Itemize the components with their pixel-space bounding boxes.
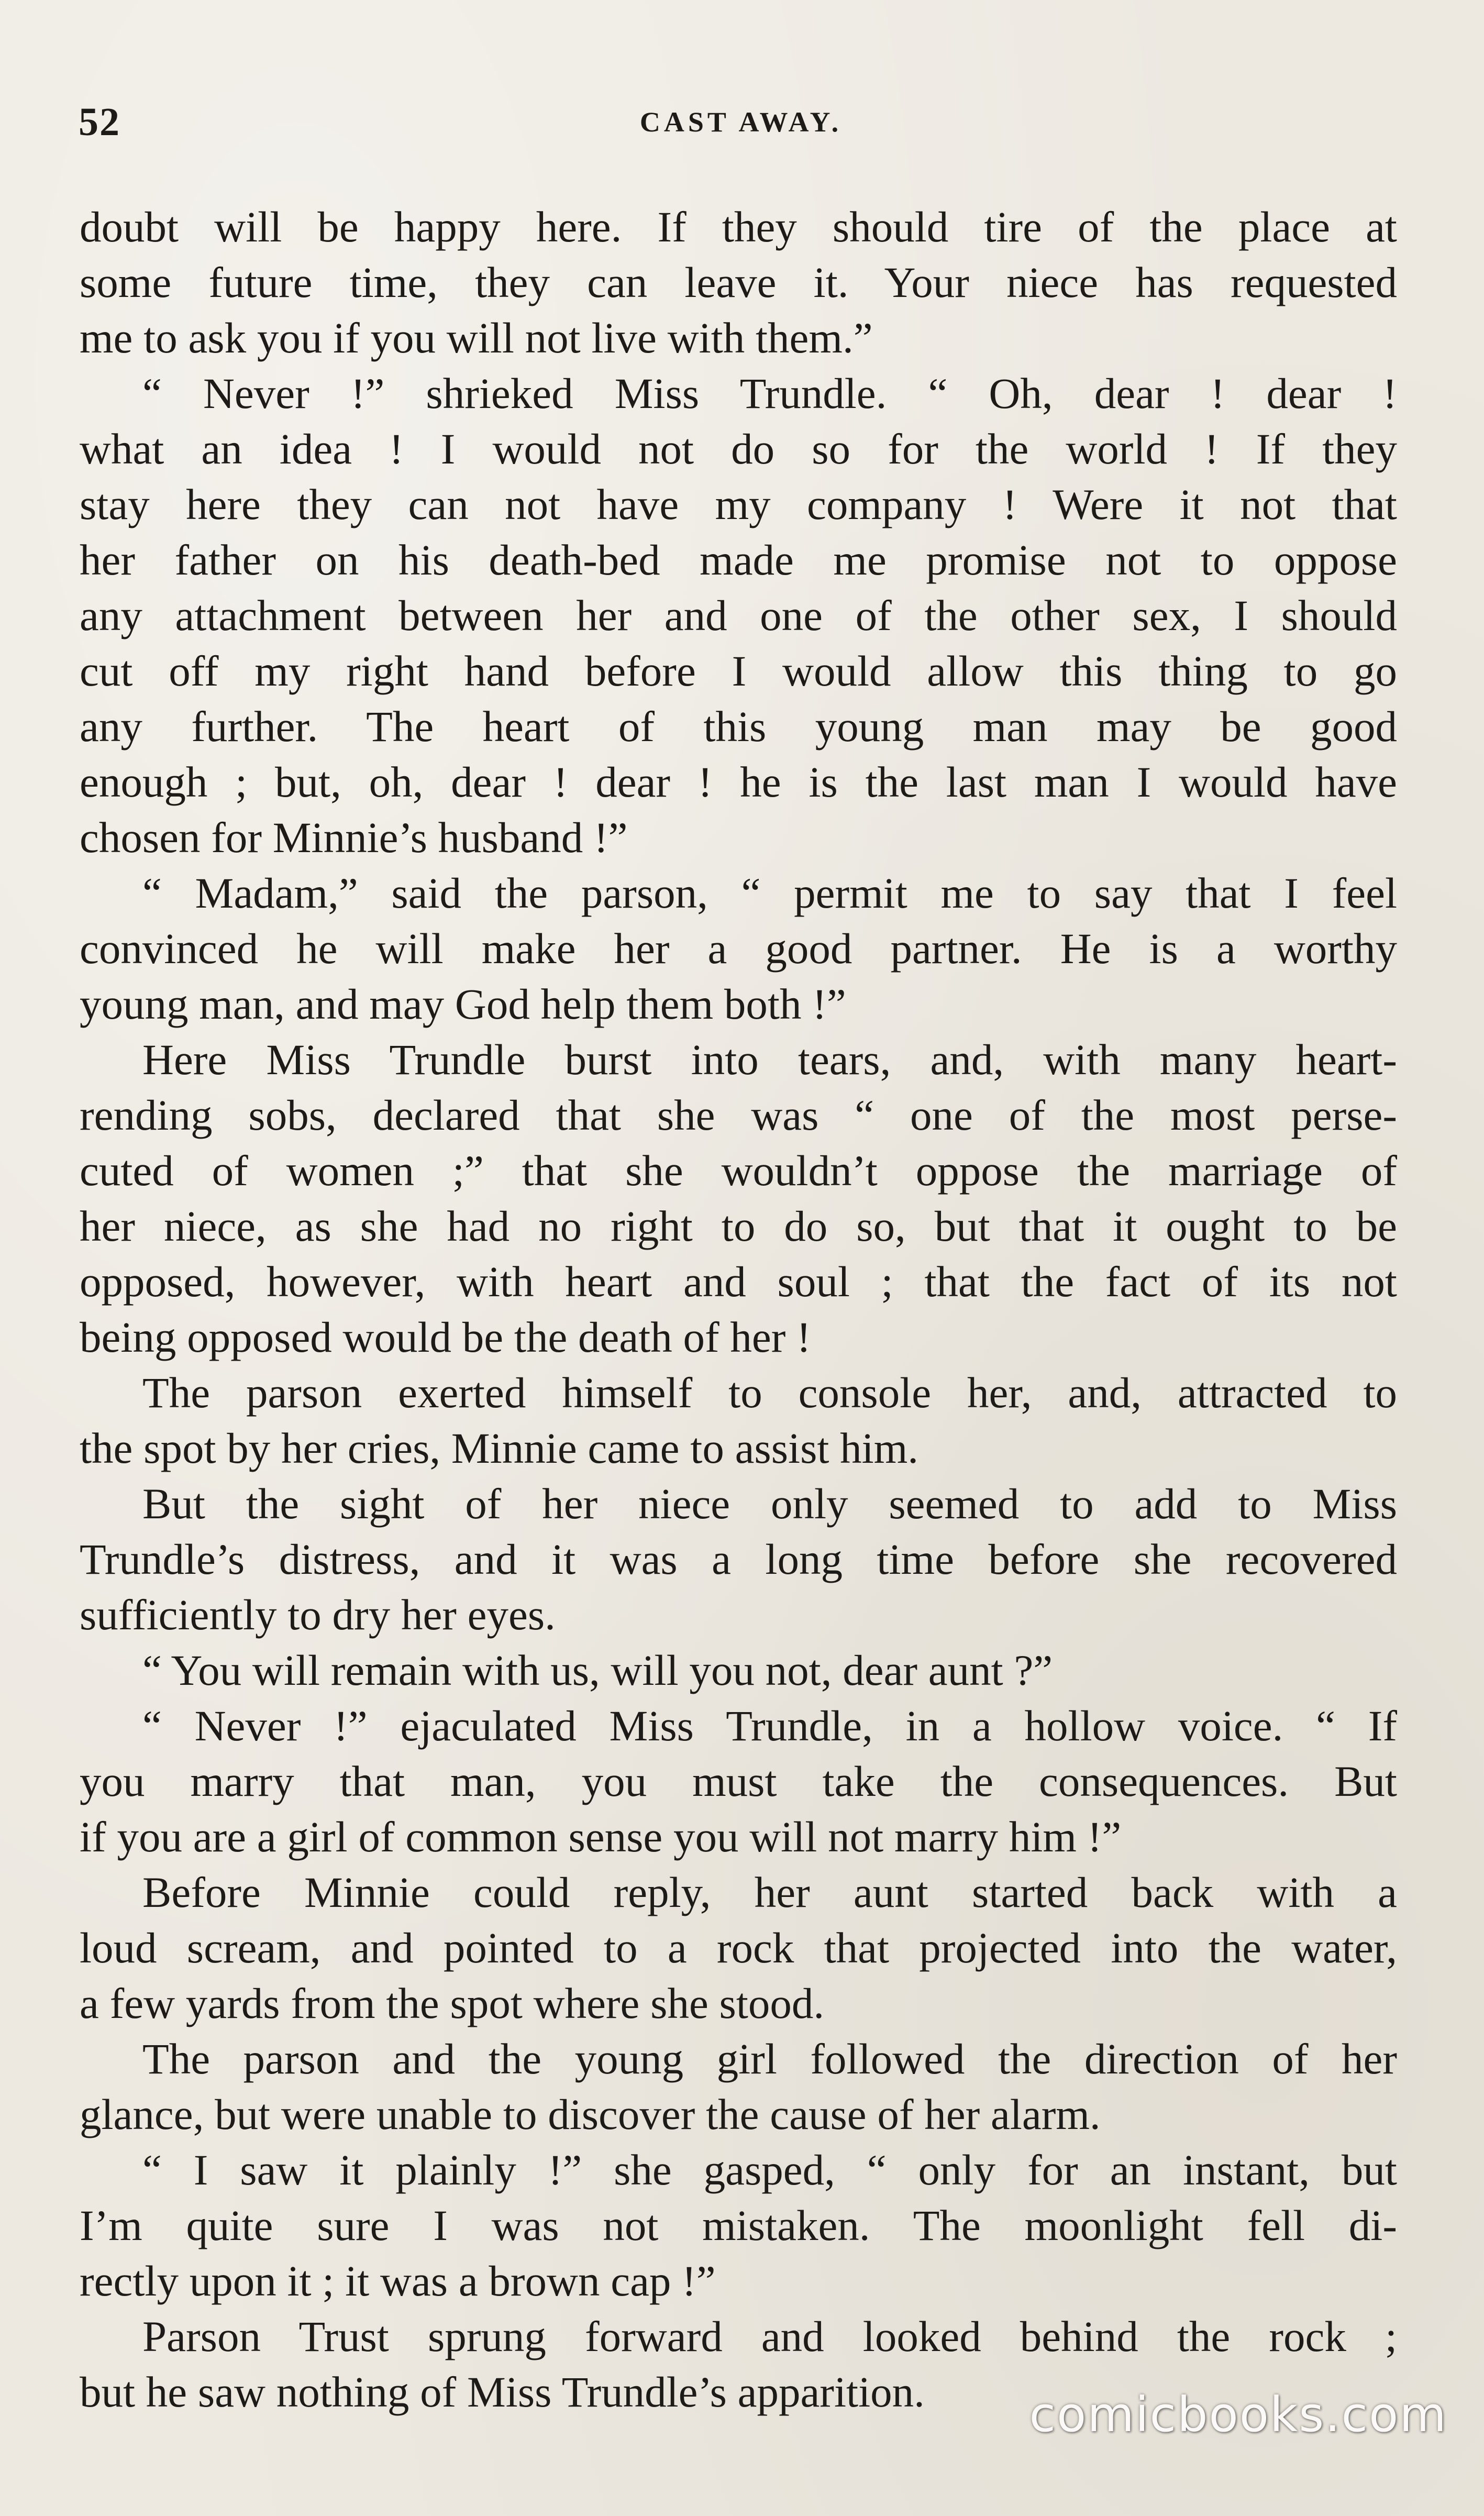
text-line: her father on his death-bed made me promise not to oppose <box>80 536 1397 584</box>
text-line: “ Never !” shrieked Miss Trundle. “ Oh, dear ! dear ! <box>142 369 1397 417</box>
text-line: convinced he will make her a good partner. He is a worthy <box>80 924 1397 973</box>
text-line: “ I saw it plainly !” she gasped, “ only for an instant, but <box>142 2146 1397 2194</box>
text-line: any further. The heart of this young man may be good <box>80 702 1397 751</box>
text-line: doubt will be happy here. If they should tire of the place at <box>80 203 1397 251</box>
text-line: rectly upon it ; it was a brown cap !” <box>80 2257 716 2305</box>
text-line: Here Miss Trundle burst into tears, and, with many heart- <box>142 1035 1397 1084</box>
text-line: her niece, as she had no right to do so, but that it ought to be <box>80 1202 1397 1250</box>
text-line: loud scream, and pointed to a rock that projected into the water, <box>80 1924 1397 1972</box>
text-line: the spot by her cries, Minnie came to assist him. <box>80 1424 919 1472</box>
page-header <box>79 100 1403 157</box>
text-line: if you are a girl of common sense you will not marry him !” <box>80 1813 1122 1861</box>
watermark: comicbooks.com <box>1029 2387 1447 2443</box>
text-line: “ You will remain with us, will you not, dear aunt ?” <box>142 1646 1053 1694</box>
text-line: glance, but were unable to discover the cause of her alarm. <box>80 2090 1101 2138</box>
page-number: 52 <box>79 100 120 144</box>
text-line: cut off my right hand before I would allow this thing to go <box>80 647 1397 695</box>
text-line: a few yards from the spot where she stood. <box>80 1979 825 2027</box>
text-line: chosen for Minnie’s husband !” <box>80 813 628 862</box>
text-line: I’m quite sure I was not mistaken. The moonlight fell di- <box>80 2201 1397 2249</box>
text-line: rending sobs, declared that she was “ one of the most perse- <box>80 1091 1397 1139</box>
running-head: CAST AWAY. <box>639 106 843 138</box>
text-line: Parson Trust sprung forward and looked behind the rock ; <box>142 2312 1397 2360</box>
text-line: some future time, they can leave it. Your niece has requested <box>80 258 1397 306</box>
text-line: you marry that man, you must take the consequences. But <box>80 1757 1397 1805</box>
page-body <box>80 199 1397 2441</box>
text-line: enough ; but, oh, dear ! dear ! he is the last man I would have <box>80 758 1397 806</box>
text-line: The parson exerted himself to console her, and, attracted to <box>142 1369 1397 1417</box>
text-line: Trundle’s distress, and it was a long time before she recovered <box>80 1535 1397 1583</box>
text-line: The parson and the young girl followed the direction of her <box>142 2035 1397 2083</box>
text-line: “ Madam,” said the parson, “ permit me to say that I feel <box>142 869 1397 917</box>
text-line: young man, and may God help them both !” <box>80 980 846 1028</box>
text-line: me to ask you if you will not live with them.” <box>80 314 873 362</box>
text-line: being opposed would be the death of her ! <box>80 1313 811 1361</box>
text-line: sufficiently to dry her eyes. <box>80 1591 556 1639</box>
text-line: cuted of women ;” that she wouldn’t oppose the marriage of <box>80 1146 1397 1195</box>
text-line: what an idea ! I would not do so for the world ! If they <box>80 425 1397 473</box>
text-line: opposed, however, with heart and soul ; that the fact of its not <box>80 1257 1397 1306</box>
text-line: Before Minnie could reply, her aunt started back with a <box>142 1868 1397 1916</box>
text-line: But the sight of her niece only seemed to add to Miss <box>142 1480 1397 1528</box>
text-line: “ Never !” ejaculated Miss Trundle, in a hollow voice. “ If <box>142 1702 1397 1750</box>
text-line: stay here they can not have my company ! Were it not that <box>80 480 1397 528</box>
text-line: but he saw nothing of Miss Trundle’s apparition. <box>80 2368 925 2416</box>
text-line: any attachment between her and one of the other sex, I should <box>80 591 1397 639</box>
